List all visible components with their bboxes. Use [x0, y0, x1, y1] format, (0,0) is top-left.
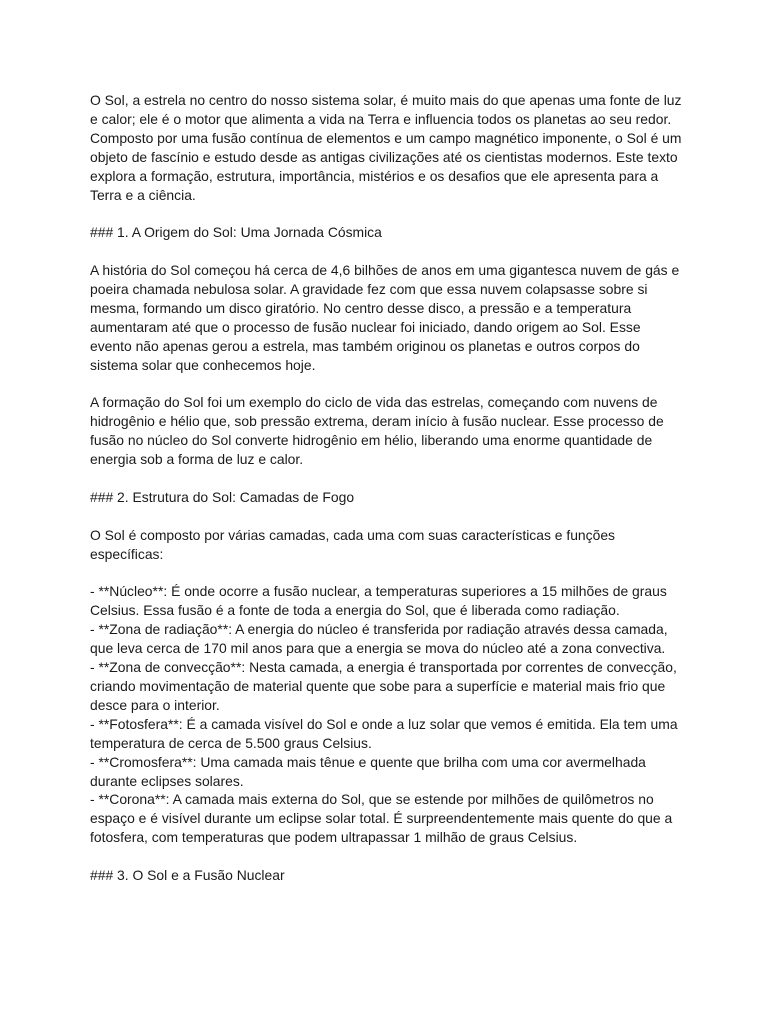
section-1-paragraph-1: A história do Sol começou há cerca de 4,6 bilhões de anos em uma gigantesca nuvem de gás e poeira chamada nebulosa solar. A gravidade fez com que essa nuvem colapsasse sobre si mesma, formando um disco giratório. No centro desse disco, a pressão e a temperatura aumentaram até que o processo de fusão nuclear foi iniciado, dando origem ao Sol. Esse evento não apenas gerou a estrela, mas também originou os planetas e outros corpos do sistema solar que conhecemos hoje. — [90, 262, 680, 373]
list-item-zona-conveccao: - **Zona de convecção**: Nesta camada, a energia é transportada por correntes de convecção, criando movimentação de material quente que sobe para a superfície e material mais frio que desce para o interior. — [90, 659, 677, 713]
list-item-corona: - **Corona**: A camada mais externa do Sol, que se estende por milhões de quilômetros no espaço e é visível durante um eclipse solar total. É surpreendentemente mais quente do que a fotosfera, com temperaturas que podem ultrapassar 1 milhão de graus Celsius. — [90, 791, 673, 846]
list-item-nucleo: - **Núcleo**: É onde ocorre a fusão nuclear, a temperaturas superiores a 15 milhões de graus Celsius. Essa fusão é a fonte de toda a energia do Sol, que é liberada como radiação. — [90, 583, 667, 619]
section-3-heading: ### 3. O Sol e a Fusão Nuclear — [90, 867, 285, 884]
list-item-cromosfera: - **Cromosfera**: Uma camada mais tênue e quente que brilha com uma cor avermelhada durante eclipses solares. — [90, 753, 646, 789]
document-page — [90, 91, 684, 904]
section-1-paragraph-2: A formação do Sol foi um exemplo do ciclo de vida das estrelas, começando com nuvens de hidrogênio e hélio que, sob pressão extrema, deram início à fusão nuclear. Esse processo de fusão no núcleo do Sol converte hidrogênio em hélio, liberando uma enorme quantidade de energia sob a forma de luz e calor. — [90, 394, 664, 468]
section-1-heading: ### 1. A Origem do Sol: Uma Jornada Cósmica — [90, 224, 382, 241]
list-item-zona-radiacao: - **Zona de radiação**: A energia do núcleo é transferida por radiação através dessa camada, que leva cerca de 170 mil anos para que a energia se mova do núcleo até a zona convectiva. — [90, 621, 668, 657]
list-item-fotosfera: - **Fotosfera**: É a camada visível do Sol e onde a luz solar que vemos é emitida. Ela tem uma temperatura de cerca de 5.500 graus Celsius. — [90, 715, 678, 751]
sun-layers-list — [90, 582, 684, 847]
intro-paragraph: O Sol, a estrela no centro do nosso sistema solar, é muito mais do que apenas uma fonte de luz e calor; ele é o motor que alimenta a vida na Terra e influencia todos os planetas ao seu redor. Composto por uma fusão contínua de elementos e um campo magnético imponente, o Sol é um objeto de fascínio e estudo desde as antigas civilizações até os cientistas modernos. Este texto explora a formação, estrutura, importância, mistérios e os desafios que ele apresenta para a Terra e a ciência. — [90, 92, 682, 203]
section-2-heading: ### 2. Estrutura do Sol: Camadas de Fogo — [90, 488, 355, 505]
section-2-paragraph-1: O Sol é composto por várias camadas, cada uma com suas características e funções específicas: — [90, 526, 615, 562]
